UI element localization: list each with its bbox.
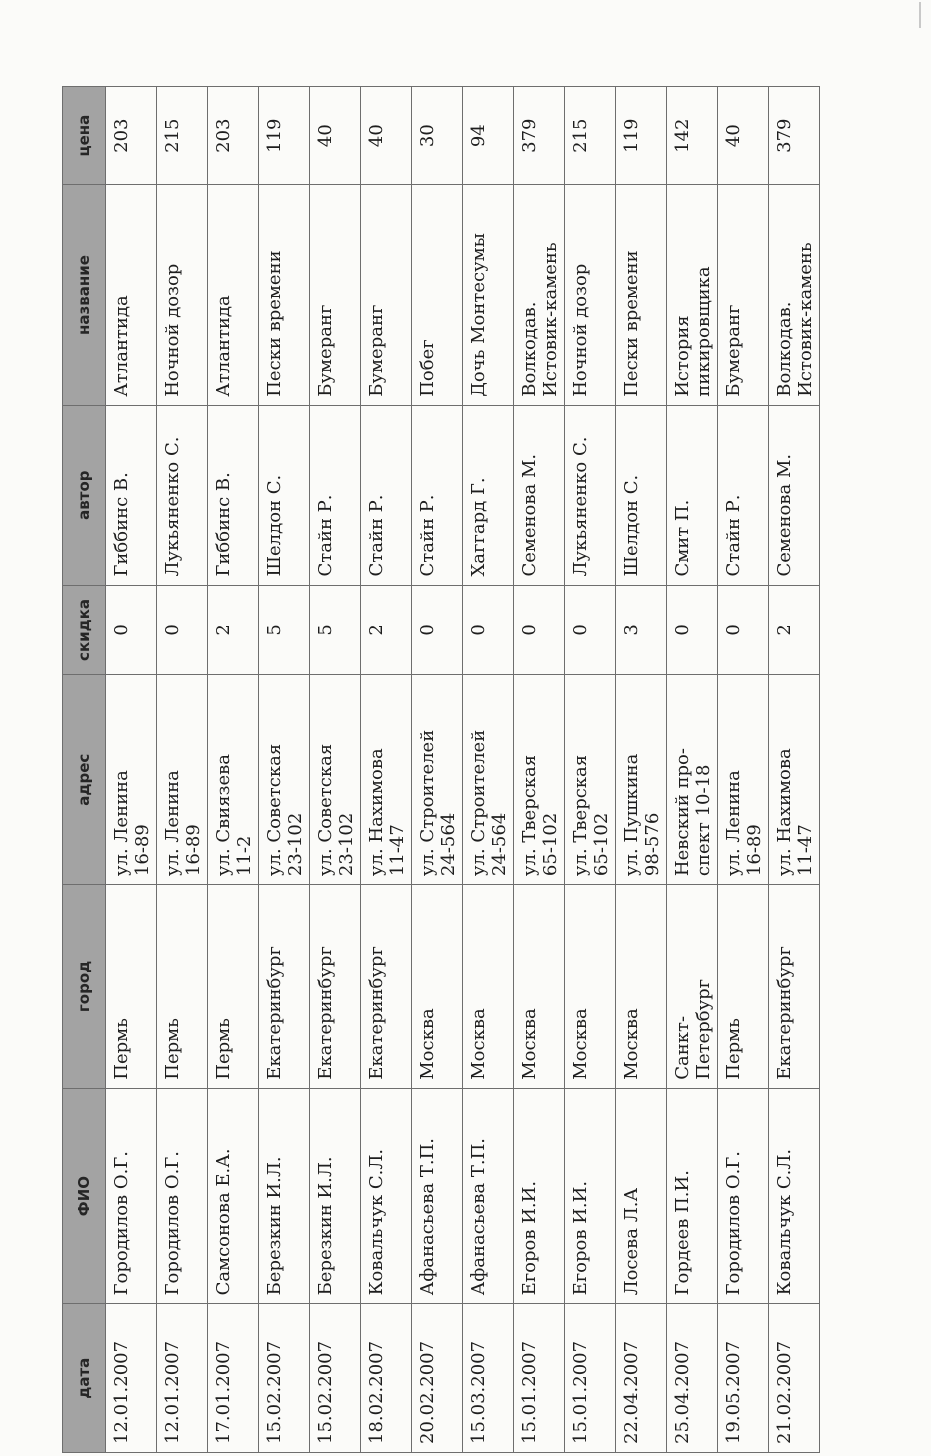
cell-price: 40 bbox=[361, 87, 412, 185]
cell-address-line: ул. Советская bbox=[264, 743, 285, 877]
cell-title bbox=[565, 185, 616, 405]
cell-author: Стайн Р. bbox=[412, 405, 463, 585]
cell-address-line: 24-564 bbox=[489, 812, 510, 877]
cell-title-line: Ночной дозор bbox=[162, 263, 183, 397]
cell-city-line: Екатеринбург bbox=[366, 946, 387, 1080]
table-frame bbox=[62, 86, 816, 1456]
cell-address-line: 65-102 bbox=[591, 812, 612, 877]
cell-title-line: Атлантида bbox=[213, 295, 234, 397]
cell-address bbox=[412, 675, 463, 885]
cell-city-line: Пермь bbox=[723, 1018, 744, 1080]
cell-title bbox=[310, 185, 361, 405]
cell-city bbox=[718, 885, 769, 1089]
cell-address bbox=[208, 675, 259, 885]
cell-fio: Ковальчук С.Л. bbox=[769, 1088, 820, 1304]
table-row bbox=[565, 87, 616, 1453]
table-row bbox=[463, 87, 514, 1453]
cell-date: 12.01.2007 bbox=[157, 1304, 208, 1453]
cell-author: Шелдон С. bbox=[259, 405, 310, 585]
cell-address-line: 65-102 bbox=[540, 812, 561, 877]
cell-fio: Афанасьева Т.П. bbox=[463, 1088, 514, 1304]
cell-city bbox=[412, 885, 463, 1089]
table-row bbox=[769, 87, 820, 1453]
cell-address-line: 16-89 bbox=[132, 824, 153, 877]
cell-address-line: спект 10-18 bbox=[693, 764, 714, 877]
cell-date: 22.04.2007 bbox=[616, 1304, 667, 1453]
table-row bbox=[718, 87, 769, 1453]
cell-address bbox=[616, 675, 667, 885]
cell-address-line: 23-102 bbox=[336, 812, 357, 877]
cell-address bbox=[667, 675, 718, 885]
cell-date: 25.04.2007 bbox=[667, 1304, 718, 1453]
cell-discount: 0 bbox=[718, 585, 769, 675]
cell-author: Стайн Р. bbox=[718, 405, 769, 585]
cell-city bbox=[565, 885, 616, 1089]
header-title: название bbox=[63, 185, 106, 405]
cell-date: 15.01.2007 bbox=[514, 1304, 565, 1453]
header-fio: ФИО bbox=[63, 1088, 106, 1304]
cell-city bbox=[106, 885, 157, 1089]
header-address: адрес bbox=[63, 675, 106, 885]
cell-address bbox=[565, 675, 616, 885]
cell-author: Гиббинс В. bbox=[208, 405, 259, 585]
cell-title bbox=[106, 185, 157, 405]
cell-discount: 5 bbox=[259, 585, 310, 675]
table-row bbox=[412, 87, 463, 1453]
cell-author: Стайн Р. bbox=[361, 405, 412, 585]
cell-address-line: ул. Ленина bbox=[723, 770, 744, 877]
table-row bbox=[310, 87, 361, 1453]
cell-address-line: Невский про- bbox=[672, 748, 693, 877]
cell-price: 379 bbox=[514, 87, 565, 185]
table-body bbox=[106, 87, 820, 1453]
cell-date: 19.05.2007 bbox=[718, 1304, 769, 1453]
cell-title bbox=[208, 185, 259, 405]
cell-title bbox=[769, 185, 820, 405]
cell-city bbox=[616, 885, 667, 1089]
cell-price: 142 bbox=[667, 87, 718, 185]
cell-author: Семенова М. bbox=[514, 405, 565, 585]
cell-address-line: ул. Ленина bbox=[162, 770, 183, 877]
header-discount: скидка bbox=[63, 585, 106, 675]
cell-city bbox=[463, 885, 514, 1089]
cell-city bbox=[310, 885, 361, 1089]
cell-price: 203 bbox=[106, 87, 157, 185]
cell-date: 15.02.2007 bbox=[310, 1304, 361, 1453]
cell-address bbox=[310, 675, 361, 885]
cell-discount: 3 bbox=[616, 585, 667, 675]
cell-address bbox=[157, 675, 208, 885]
cell-discount: 2 bbox=[769, 585, 820, 675]
header-city: город bbox=[63, 885, 106, 1089]
cell-address-line: 16-89 bbox=[744, 824, 765, 877]
cell-title-line: Бумеранг bbox=[315, 304, 336, 397]
cell-date: 12.01.2007 bbox=[106, 1304, 157, 1453]
cell-title-line: Волкодав. bbox=[519, 301, 540, 397]
cell-discount: 2 bbox=[208, 585, 259, 675]
cell-title-line: пикировщика bbox=[693, 266, 714, 397]
cell-city-line: Москва bbox=[417, 1008, 438, 1080]
cell-title-line: Ночной дозор bbox=[570, 263, 591, 397]
cell-city-line: Москва bbox=[468, 1008, 489, 1080]
cell-address-line: 11-47 bbox=[387, 824, 408, 877]
cell-date: 21.02.2007 bbox=[769, 1304, 820, 1453]
cell-address bbox=[361, 675, 412, 885]
cell-discount: 0 bbox=[412, 585, 463, 675]
cell-address-line: ул. Тверская bbox=[519, 754, 540, 877]
cell-city-line: Пермь bbox=[162, 1018, 183, 1080]
cell-fio: Егоров И.И. bbox=[565, 1088, 616, 1304]
cell-discount: 0 bbox=[565, 585, 616, 675]
cell-address bbox=[463, 675, 514, 885]
cell-date: 15.02.2007 bbox=[259, 1304, 310, 1453]
cell-price: 119 bbox=[259, 87, 310, 185]
cell-title-line: Истовик-камень bbox=[540, 242, 561, 397]
cell-price: 203 bbox=[208, 87, 259, 185]
table-header-row bbox=[63, 87, 106, 1453]
cell-author: Шелдон С. bbox=[616, 405, 667, 585]
cell-discount: 2 bbox=[361, 585, 412, 675]
cell-discount: 5 bbox=[310, 585, 361, 675]
cell-title bbox=[463, 185, 514, 405]
cell-city bbox=[208, 885, 259, 1089]
header-date: дата bbox=[63, 1304, 106, 1453]
cell-address bbox=[718, 675, 769, 885]
cell-fio: Самсонова Е.А. bbox=[208, 1088, 259, 1304]
cell-city-line: Екатеринбург bbox=[774, 946, 795, 1080]
cell-author: Семенова М. bbox=[769, 405, 820, 585]
cell-date: 20.02.2007 bbox=[412, 1304, 463, 1453]
cell-address bbox=[106, 675, 157, 885]
cell-date: 18.02.2007 bbox=[361, 1304, 412, 1453]
cell-discount: 0 bbox=[514, 585, 565, 675]
cell-title-line: Истовик-камень bbox=[795, 242, 816, 397]
cell-address bbox=[769, 675, 820, 885]
cell-date: 17.01.2007 bbox=[208, 1304, 259, 1453]
cell-city-line: Москва bbox=[570, 1008, 591, 1080]
cell-address-line: 24-564 bbox=[438, 812, 459, 877]
cell-fio: Городилов О.Г. bbox=[106, 1088, 157, 1304]
cell-address-line: ул. Свиязева bbox=[213, 754, 234, 877]
cell-city bbox=[667, 885, 718, 1089]
cell-address-line: 16-89 bbox=[183, 824, 204, 877]
cell-title-line: Волкодав. bbox=[774, 301, 795, 397]
cell-discount: 0 bbox=[157, 585, 208, 675]
cell-title-line: Дочь Монтесумы bbox=[468, 233, 489, 397]
cell-title bbox=[718, 185, 769, 405]
cell-city-line: Санкт- bbox=[672, 1015, 693, 1080]
cell-author: Хаггард Г. bbox=[463, 405, 514, 585]
cell-price: 215 bbox=[565, 87, 616, 185]
cell-title-line: Бумеранг bbox=[723, 304, 744, 397]
cell-city-line: Москва bbox=[519, 1008, 540, 1080]
cell-address-line: ул. Советская bbox=[315, 743, 336, 877]
cell-date: 15.03.2007 bbox=[463, 1304, 514, 1453]
cell-address-line: ул. Пушкина bbox=[621, 753, 642, 877]
cell-title-line: История bbox=[672, 315, 693, 397]
cell-price: 215 bbox=[157, 87, 208, 185]
cell-title bbox=[667, 185, 718, 405]
cell-discount: 0 bbox=[106, 585, 157, 675]
scan-edge-mark bbox=[919, 2, 921, 28]
cell-title-line: Бумеранг bbox=[366, 304, 387, 397]
cell-city bbox=[259, 885, 310, 1089]
table-row bbox=[157, 87, 208, 1453]
cell-fio: Городилов О.Г. bbox=[718, 1088, 769, 1304]
cell-address bbox=[259, 675, 310, 885]
cell-price: 94 bbox=[463, 87, 514, 185]
cell-city-line: Екатеринбург bbox=[264, 946, 285, 1080]
cell-author: Лукьяненко С. bbox=[157, 405, 208, 585]
cell-fio: Городилов О.Г. bbox=[157, 1088, 208, 1304]
cell-fio: Лосева Л.А bbox=[616, 1088, 667, 1304]
cell-discount: 0 bbox=[667, 585, 718, 675]
table-row bbox=[259, 87, 310, 1453]
cell-address-line: 11-2 bbox=[234, 835, 255, 877]
cell-title-line: Атлантида bbox=[111, 295, 132, 397]
cell-address-line: ул. Строителей bbox=[468, 729, 489, 877]
table-row bbox=[361, 87, 412, 1453]
cell-title bbox=[361, 185, 412, 405]
cell-fio: Березкин И.Л. bbox=[310, 1088, 361, 1304]
cell-author: Смит П. bbox=[667, 405, 718, 585]
cell-date: 15.01.2007 bbox=[565, 1304, 616, 1453]
cell-address-line: ул. Тверская bbox=[570, 754, 591, 877]
cell-fio: Афанасьева Т.П. bbox=[412, 1088, 463, 1304]
cell-price: 30 bbox=[412, 87, 463, 185]
cell-address-line: ул. Нахимова bbox=[366, 748, 387, 877]
cell-city-line: Пермь bbox=[111, 1018, 132, 1080]
cell-title bbox=[259, 185, 310, 405]
cell-fio: Егоров И.И. bbox=[514, 1088, 565, 1304]
table-row bbox=[616, 87, 667, 1453]
cell-city bbox=[361, 885, 412, 1089]
cell-author: Стайн Р. bbox=[310, 405, 361, 585]
cell-price: 119 bbox=[616, 87, 667, 185]
cell-fio: Ковальчук С.Л. bbox=[361, 1088, 412, 1304]
table-row bbox=[106, 87, 157, 1453]
cell-city bbox=[157, 885, 208, 1089]
cell-title-line: Пески времени bbox=[621, 250, 642, 397]
cell-address-line: 11-47 bbox=[795, 824, 816, 877]
cell-city bbox=[769, 885, 820, 1089]
cell-address-line: 98-576 bbox=[642, 812, 663, 877]
cell-city-line: Екатеринбург bbox=[315, 946, 336, 1080]
cell-address-line: 23-102 bbox=[285, 812, 306, 877]
cell-city-line: Пермь bbox=[213, 1018, 234, 1080]
cell-author: Гиббинс В. bbox=[106, 405, 157, 585]
cell-address-line: ул. Ленина bbox=[111, 770, 132, 877]
cell-title-line: Побег bbox=[417, 339, 438, 397]
cell-title bbox=[412, 185, 463, 405]
cell-price: 40 bbox=[310, 87, 361, 185]
cell-price: 40 bbox=[718, 87, 769, 185]
cell-city-line: Москва bbox=[621, 1008, 642, 1080]
cell-author: Лукьяненко С. bbox=[565, 405, 616, 585]
cell-fio: Гордеев П.И. bbox=[667, 1088, 718, 1304]
header-author: автор bbox=[63, 405, 106, 585]
cell-title bbox=[514, 185, 565, 405]
cell-price: 379 bbox=[769, 87, 820, 185]
table-row bbox=[514, 87, 565, 1453]
cell-discount: 0 bbox=[463, 585, 514, 675]
cell-title-line: Пески времени bbox=[264, 250, 285, 397]
cell-city-line: Петербург bbox=[693, 978, 714, 1080]
cell-title bbox=[616, 185, 667, 405]
cell-address-line: ул. Строителей bbox=[417, 729, 438, 877]
orders-table bbox=[62, 86, 820, 1453]
table-row bbox=[667, 87, 718, 1453]
cell-city bbox=[514, 885, 565, 1089]
header-price: цена bbox=[63, 87, 106, 185]
table-row bbox=[208, 87, 259, 1453]
cell-title bbox=[157, 185, 208, 405]
cell-address-line: ул. Нахимова bbox=[774, 748, 795, 877]
cell-fio: Березкин И.Л. bbox=[259, 1088, 310, 1304]
cell-address bbox=[514, 675, 565, 885]
